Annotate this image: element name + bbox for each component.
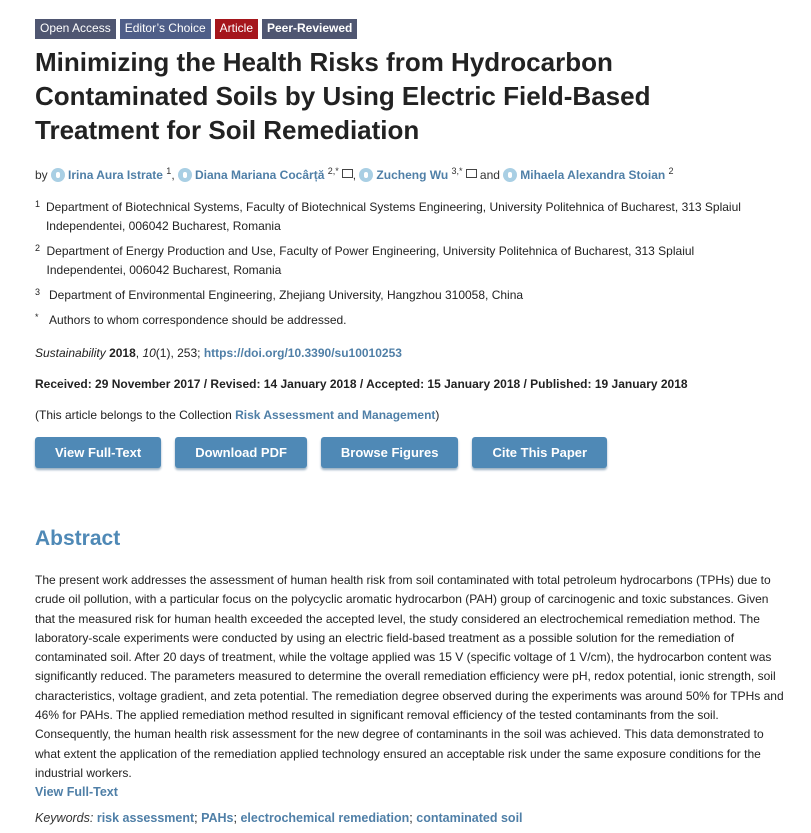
editors-choice-badge[interactable]: Editor’s Choice	[120, 19, 211, 39]
citation-line: Sustainability 2018, 10(1), 253; https://doi.org/10.3390/su10010253	[35, 346, 402, 360]
affiliation-text: Department of Environmental Engineering, Zhejiang University, Hangzhou 310058, China	[49, 288, 524, 302]
doi-link[interactable]: https://doi.org/10.3390/su10010253	[203, 346, 402, 360]
and-label: and	[479, 168, 500, 182]
collection-link[interactable]: Risk Assessment and Management	[235, 408, 436, 422]
journal-name: Sustainability	[35, 346, 106, 360]
author-link[interactable]: Zucheng Wu	[376, 168, 449, 182]
affiliation-item	[35, 311, 775, 330]
author-list: by Irina Aura Istrate $^1$, Diana Mariana Cocârță $^{2,*}$ , Zucheng Wu $^{3,*}$ and Mihaela Alexandra Stoian $^2$	[35, 166, 674, 182]
browse-figures-button[interactable]: Browse Figures	[321, 437, 459, 468]
cite-paper-button[interactable]: Cite This Paper	[472, 437, 607, 468]
affiliation-item	[35, 286, 775, 305]
keywords: Keywords: risk assessment; PAHs; electrochemical remediation; contaminated soil	[35, 811, 523, 825]
collection-prefix: (This article belongs to the Collection	[35, 408, 236, 422]
view-full-text-button[interactable]: View Full-Text	[35, 437, 161, 468]
affiliation-item	[35, 198, 775, 236]
profile-icon[interactable]	[51, 168, 65, 182]
citation-year: 2018	[109, 346, 136, 360]
profile-icon[interactable]	[178, 168, 192, 182]
author-link[interactable]: Mihaela Alexandra Stoian	[520, 168, 666, 182]
author-link[interactable]: Irina Aura Istrate	[68, 168, 163, 182]
keyword-link[interactable]: electrochemical remediation	[240, 811, 410, 825]
author-sup: 2	[668, 166, 674, 176]
affiliation-number: 2	[35, 243, 41, 253]
peer-reviewed-badge[interactable]: Peer-Reviewed	[262, 19, 357, 39]
abstract-heading: Abstract	[35, 527, 121, 550]
citation-volume: 10	[142, 346, 156, 360]
citation-issue: (1), 253;	[155, 346, 204, 360]
article-badges	[35, 19, 357, 39]
affiliation-text: Authors to whom correspondence should be addressed.	[49, 313, 347, 327]
download-pdf-button[interactable]: Download PDF	[175, 437, 307, 468]
action-buttons	[35, 437, 607, 468]
collection-suffix: )	[435, 408, 440, 422]
affiliation-text: Department of Energy Production and Use, Faculty of Power Engineering, University Politehnica of Bucharest, 313 Splaiul Independentei, 006042 Bucharest, Romania	[46, 244, 695, 277]
author-sup: 3,*	[451, 166, 463, 176]
email-icon[interactable]	[466, 169, 477, 178]
article-title: Minimizing the Health Risks from Hydrocarbon Contaminated Soils by Using Electric Field-Based Treatment for Soil Remediation	[35, 47, 651, 145]
publication-dates: Received: 29 November 2017 / Revised: 14 January 2018 / Accepted: 15 January 2018 / Published: 19 January 2018	[35, 377, 688, 391]
affiliation-number: 1	[35, 199, 41, 209]
affiliations	[35, 198, 775, 336]
collection-note	[35, 408, 439, 422]
keywords-label: Keywords:	[35, 811, 94, 825]
by-label: by	[35, 168, 48, 182]
author-sup: 1	[166, 166, 172, 176]
author-link[interactable]: Diana Mariana Cocârță	[194, 168, 325, 182]
article-type-badge: Article	[215, 19, 258, 39]
affiliation-item	[35, 242, 775, 280]
keyword-link[interactable]: risk assessment	[96, 811, 195, 825]
profile-icon[interactable]	[503, 168, 517, 182]
keyword-link[interactable]: contaminated soil	[416, 811, 523, 825]
profile-icon[interactable]	[359, 168, 373, 182]
affiliation-number: *	[35, 312, 39, 322]
affiliation-number: 3	[35, 287, 41, 297]
keyword-link[interactable]: PAHs	[201, 811, 234, 825]
open-access-badge[interactable]: Open Access	[35, 19, 116, 39]
author-sup: 2,*	[327, 166, 339, 176]
view-full-text-link[interactable]: View Full-Text	[35, 785, 118, 799]
abstract-text: The present work addresses the assessment of human health risk from soil contaminated with total petroleum hydrocarbons (TPHs) due to crude oil pollution, with a particular focus on the polycyclic aromatic hydrocarbon (PAH) group of carcinogenic and toxic substances. Given that the measured risk for human health exceeded the accepted level, the study considered an electrochemical remediation method. The laboratory-scale experiments were conducted by using an electric field-based treatment as a possible solution for the remediation of contaminated soil. After 20 days of treatment, while the voltage applied was 15 V (specific voltage of 1 V/cm), the hydrocarbon content was significantly reduced. The parameters measured to determine the overall remediation efficiency were pH, redox potential, ionic strength, soil characteristics, voltage gradient, and zeta potential. The remediation degree observed during the experiments was around 50% for TPHs and 46% for PAHs. The applied remediation method resulted in significant removal efficiency of the tested contaminants from the soil. Consequently, the human health risk assessment for the new degree of contaminants in the soil was achieved. This data demonstrated to what extent the application of the remediation applied technology ensured an acceptable risk under the same exposure conditions for the industrial workers.	[35, 573, 784, 780]
affiliation-text: Department of Biotechnical Systems, Faculty of Biotechnical Systems Engineering, University Politehnica of Bucharest, 313 Splaiul Independentei, 006042 Bucharest, Romania	[45, 200, 741, 233]
email-icon[interactable]	[342, 169, 353, 178]
